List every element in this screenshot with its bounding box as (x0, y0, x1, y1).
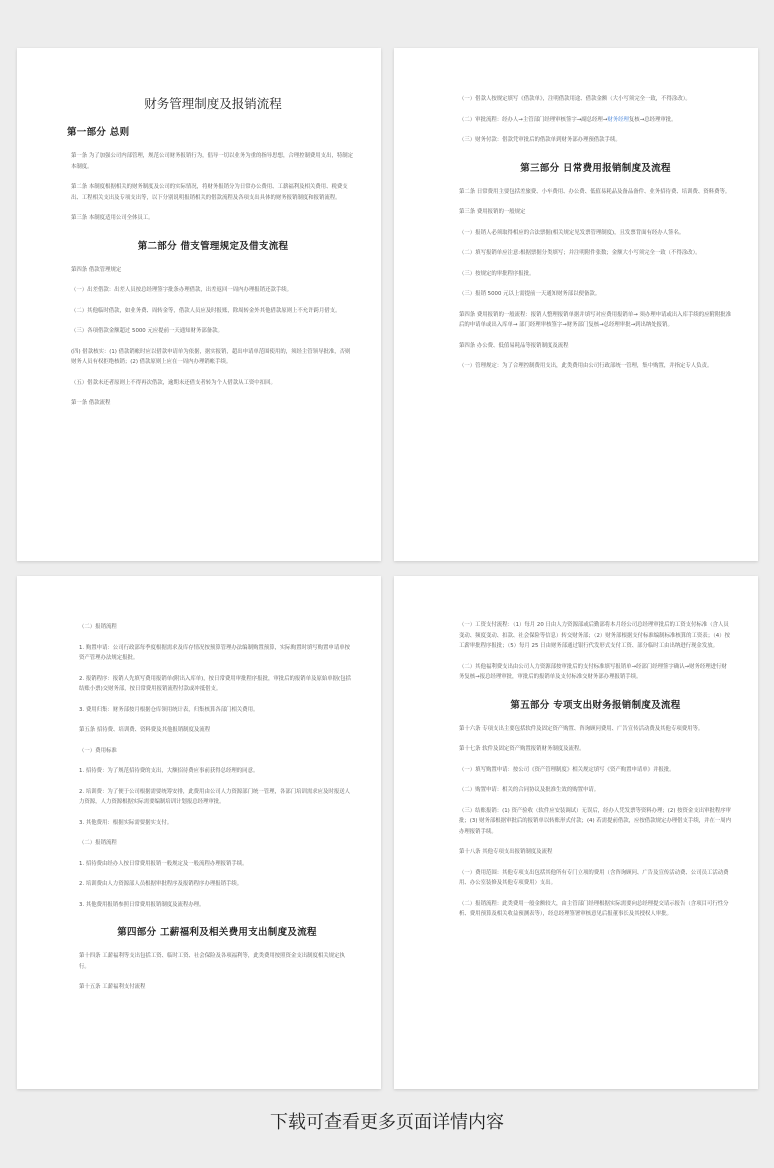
highlighted-text: 财务经理 (607, 116, 629, 123)
paragraph: （一）费用范围：其他专项支出包括其他所有专门立项的费用（含咨询顾问、广告及宣传活动费、公司员工活动费用、办公室装修及其他专项费用）支出。 (459, 869, 729, 886)
section-heading: 第一部分 总则 (67, 127, 130, 138)
paragraph: 第十六条 专项支出主要包括软件及固定资产购置、咨询顾问费用、广告宣传活动费及其他专项费用等。 (459, 725, 704, 732)
paragraph-text: （二）审批流程：经办人→主管部门经理审核签字→副总经理→ (459, 116, 608, 123)
paragraph: 第五条 招待费、培训费、资料费及其他报销制度及流程 (79, 727, 211, 733)
paragraph: 1. 招待费：为了规范招待费的支出，大额招待费应事前获得总经理的同意。 (79, 768, 259, 774)
paragraph: （一）出差借款：出差人员按总经理签字批条办理借款，出差返回一周内办理报销还款手续。 (71, 287, 293, 293)
paragraph: （二）报销流程 (79, 624, 117, 630)
paragraph: （五）借款未还者原则上不得再次借款，逾期未还借支者转为个人借款从工资中扣回。 (71, 379, 276, 386)
paragraph: （二）其他临时借款，如业务费、周转金等，借款人员应及时报账，除周转金外其他借款原则上不允许跨月借支。 (71, 307, 341, 314)
paragraph: 3. 费用归集：财务部按月根据仓库领用统计表，归集核算各部门相关费用。 (79, 706, 259, 713)
paragraph: 第四条 借款管理规定 (71, 266, 122, 273)
paragraph: （一）填写购置申请：按公司《资产管理制度》相关规定填写《资产购置申请单》并报批。 (459, 766, 675, 773)
paragraph: 第一条 为了加强公司内部管理，规范公司财务报销行为，倡导一切以业务为重的指导思想，合理控制费用支出，特制定本制度。 (71, 153, 354, 170)
paragraph: 第四条 办公费、低值易耗品等报销制度及流程 (459, 342, 569, 349)
paragraph: 第四条 费用报销的一般流程：报销人整理报销单据并填写对应费用报销单→ 须办理申请或出入库手续的应附附批准后的申请单或出入库单→ 部门经理审核签字→财务部门复核→总经理审批→到出纳处报销。 (459, 311, 732, 328)
paragraph: （二）购置申请：相关的合同协议及批准生效的购置申请。 (459, 787, 600, 793)
paragraph: 第三条 费用报销的一般规定 (459, 209, 526, 215)
paragraph: 3. 其他费用报销参照日常费用报销制度及流程办理。 (79, 901, 205, 908)
paragraph: 2. 培训费：为了便于公司根据需要统筹安排，此费用由公司人力资源部门统一管理，各部门培训需求应及时报送人力资源，人力资源根据实际需要编制培训计划报总经理审批。 (79, 788, 350, 805)
paragraph: 第十四条 工薪福利等支出包括工资、临时工资、社会保险及各项福利等，此类费用按照资金支出制度相关规定执行。 (79, 953, 345, 970)
document-title: 财务管理制度及报销流程 (144, 96, 282, 111)
paragraph: （三）结账报销：(1) 资产验收（软件应安装调试）无误后，经办人凭发票等资料办理；(2) 按资金支出审批程序审批；(3) 财务部根据审批后的报销单以转账形式付款；(4) 若需提前借款，应按借款规定办理借支手续，并在一周内办理报销手续。 (459, 807, 732, 835)
paragraph: （三）各项借款金额超过 5000 元应提前一天通知财务部备款。 (71, 328, 223, 334)
document-page-2 (394, 48, 758, 561)
document-page-4 (394, 576, 758, 1089)
paragraph: 第一条 借款流程 (71, 400, 111, 406)
section-heading: 第五部分 专项支出财务报销制度及流程 (510, 699, 681, 711)
section-heading: 第四部分 工薪福利及相关费用支出制度及流程 (117, 927, 317, 938)
paragraph: （一）管理规定：为了合理控制费用支出，此类费用由公司行政部统一管理，集中购置，并指定专人负责。 (459, 363, 713, 369)
paragraph: （一）工资支付流程：（1）每月 20 日由人力资源部或后勤部将本月经公司总经理审批后的工资支付标准（含人员变动、频度变动、扣款、社会保险等信息）转交财务部；（2）财务部根据支付标准编制标准核算的工资表；（4）按工薪审批程序报批；（5）每月 25 日由财务部通过银行代发形式支付工资、部分临时工由出纳进行现金发放。 (459, 622, 730, 649)
paragraph: 第十五条 工薪福利支付流程 (79, 984, 146, 990)
paragraph: 第二条 日常费用主要包括差旅费、小车费用、办公费、低值易耗品及备品备件、业务招待费、培训费、资料费等。 (459, 188, 731, 195)
paragraph: 第三条 本制度适用公司全体员工。 (71, 215, 154, 221)
paragraph: （一）借款人按规定填写《借款单》，注明借款用途、借款金额（大小写须完全一致，不得涂改）。 (459, 96, 691, 102)
paragraph: （二）报销流程 (79, 840, 117, 846)
paragraph: （二）报销流程：此类费用一般金额较大，由主管部门经理根据实际需要向总经理提交请示报告（含项目可行性分析、费用预算及相关收益预测表等），经总经理签署审核意见后报董事长及其授权人审批。 (459, 900, 729, 917)
paragraph: 2. 培训费由人力资源部人员根据审批程序及报销程序办理报销手续。 (79, 881, 243, 887)
paragraph: 2. 报销程序：报销人先填写费用报销单(附出入库单)，按日常费用审批程序报批，审批后的报销单及原始单据(包括结账小票)交财务部，按日常费用报销流程付款或冲抵借支。 (79, 675, 351, 692)
paragraph: （三）财务付款：借款凭审批后的借款单到财务部办理预借款手续。 (459, 137, 621, 143)
document-page-3 (17, 576, 381, 1089)
paragraph: （一）费用标准 (79, 747, 117, 754)
paragraph: 1. 招待费由经办人按日常费用报销一般规定及一般流程办理报销手续。 (79, 860, 248, 867)
paragraph: （三）按规定的审批程序报批。 (459, 270, 535, 277)
paragraph: 第十八条 其他专项支出报销制度及流程 (459, 849, 553, 855)
paragraph: 1. 购置申请：公司行政部每季度根据需求及库存情况按预算管理办法编制购置预算，实际购置时填写购置申请单按资产管理办法规定报批。 (79, 644, 350, 661)
paragraph: 3. 其他费用：根据实际需要据实支付。 (79, 819, 173, 826)
paragraph: （二）填写报销单应注意:根据票据分类填写；并注明附件张数；金额大小写须完全一致（不得涂改）。 (459, 250, 701, 256)
document-page-1 (17, 48, 381, 561)
paragraph: (四) 借款核实：(1) 借款销帐时应以借款申请单为依据，据实报销，超出申请单范围使用的，须经主管领导批准，否则财务人员有权拒绝核销；(2) 借款原则上应在一周内办理销帐手续。 (71, 348, 351, 365)
paragraph: 第十七条 软件及固定资产购置报销财务制度及流程。 (459, 746, 585, 752)
download-more-caption: 下载可查看更多页面详情内容 (270, 1112, 504, 1133)
paragraph: （三）报销 5000 元以上需提前一天通知财务部以便备款。 (459, 291, 601, 297)
paragraph (459, 115, 732, 126)
paragraph: （二）其他福利费支出由公司人力资源部按审批后的支付标准填写报销单→经部门经理签字确认→财务经理进行财务复核→报总经理审批，审批后的报销单及支付标准交财务部办理报销手续。 (459, 663, 727, 680)
paragraph-text: 复核→总经理审批。 (628, 116, 677, 123)
paragraph: 第二条 本制度根据相关的财务制度及公司的实际情况，将财务报销分为日常办公费用、工薪福利及相关费用、税费支出、工程相关支出及专项支出等，以下分别说明报销相关的借款流程及各项支出具体的财务报销制度和报销流程。 (71, 184, 348, 201)
section-heading: 第二部分 借支管理规定及借支流程 (137, 240, 289, 252)
paragraph: （一）报销人必须取得相应的合法票据(相关规定见发票管理制度)，且发票背面有经办人签名。 (459, 229, 685, 236)
section-heading: 第三部分 日常费用报销制度及流程 (520, 162, 671, 174)
